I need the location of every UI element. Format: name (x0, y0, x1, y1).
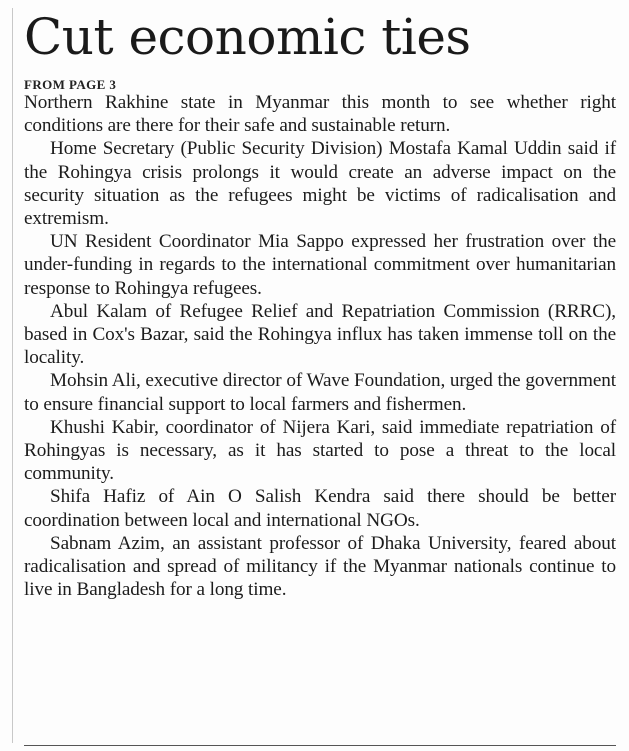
article-body (24, 91, 616, 601)
continuation-label: FROM PAGE 3 (24, 77, 117, 92)
headline: Cut economic ties (24, 8, 471, 66)
column-divider (12, 8, 13, 743)
bottom-divider (24, 745, 616, 746)
paragraph: Shifa Hafiz of Ain O Salish Kendra said there should be better coordination between local and international NGOs. (24, 486, 616, 531)
paragraph: Sabnam Azim, an assistant professor of Dhaka University, feared about radicalisation and spread of militancy if the Myanmar nationals continue to live in Bangladesh for a long time. (24, 532, 616, 601)
paragraph: Abul Kalam of Refugee Relief and Repatriation Commission (RRRC), based in Cox's Bazar, said the Rohingya influx has taken immense toll on the locality. (24, 300, 616, 369)
paragraph: Mohsin Ali, executive director of Wave Foundation, urged the government to ensure financial support to local farmers and fishermen. (24, 370, 616, 415)
paragraph: Northern Rakhine state in Myanmar this month to see whether right conditions are there for their safe and sustainable return. (24, 92, 616, 137)
paragraph: Home Secretary (Public Security Division) Mostafa Kamal Uddin said if the Rohingya crisis prolongs it would create an adverse impact on the security situation as the refugees might be victims of radicalisation and extremism. (24, 138, 616, 230)
paragraph: UN Resident Coordinator Mia Sappo expressed her frustration over the under-funding in regards to the international commitment over humanitarian response to Rohingya refugees. (24, 231, 616, 299)
paragraph: Khushi Kabir, coordinator of Nijera Kari, said immediate repatriation of Rohingyas is necessary, as it has started to pose a threat to the local community. (24, 416, 616, 485)
